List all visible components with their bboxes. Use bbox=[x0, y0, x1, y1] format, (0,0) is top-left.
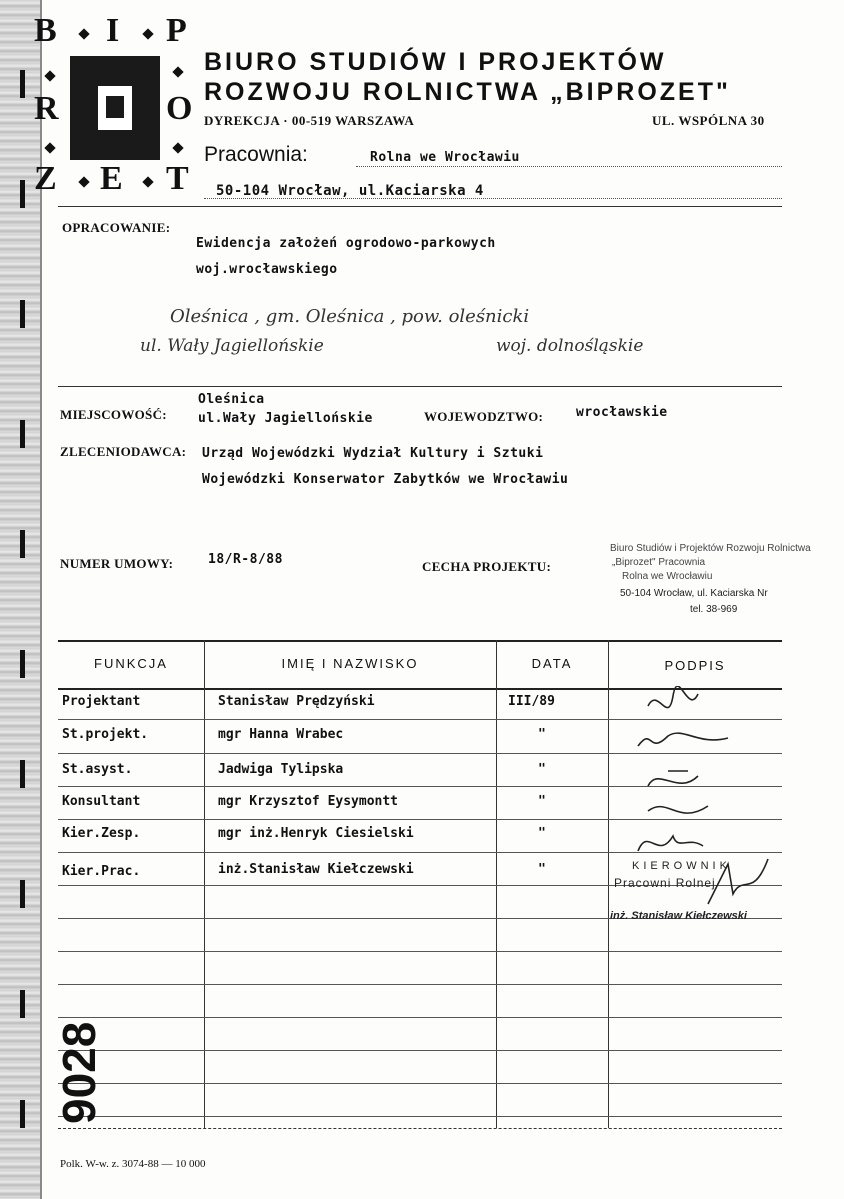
binding-hole bbox=[20, 990, 25, 1018]
cell-funkcja: Konsultant bbox=[62, 794, 141, 809]
logo-diamond bbox=[44, 70, 55, 81]
binding-hole bbox=[20, 880, 25, 908]
header-rule bbox=[58, 206, 782, 207]
cecha-projektu-label: CECHA PROJEKTU: bbox=[422, 559, 552, 574]
dotted-line bbox=[356, 166, 782, 167]
header-nazwisko: IMIĘ I NAZWISKO bbox=[281, 656, 419, 671]
row-line bbox=[58, 1050, 782, 1051]
stamp-line: Biuro Studiów i Projektów Rozwoju Rolnictwa bbox=[610, 543, 811, 554]
zleceniodawca-line2: Wojewódzki Konserwator Zabytków we Wrocławiu bbox=[202, 472, 569, 487]
cell-data: III/89 bbox=[508, 694, 555, 709]
binding-hole bbox=[20, 1100, 25, 1128]
miejscowosc-label: MIEJSCOWOŚĆ: bbox=[60, 407, 167, 422]
handwritten-location: Oleśnica , gm. Oleśnica , pow. oleśnicki bbox=[170, 306, 530, 327]
opracowanie-line1: Ewidencja założeń ogrodowo-parkowych bbox=[196, 236, 496, 251]
binding-hole bbox=[20, 70, 25, 98]
logo-diamond bbox=[142, 28, 153, 39]
numer-umowy-label: NUMER UMOWY: bbox=[60, 556, 174, 571]
miejscowosc-line2: ul.Wały Jagiellońskie bbox=[198, 411, 373, 426]
cell-nazwisko: mgr Krzysztof Eysymontt bbox=[218, 794, 399, 809]
handwritten-province: woj. dolnośląskie bbox=[496, 336, 644, 356]
binding-hole bbox=[20, 420, 25, 448]
logo-diamond bbox=[142, 176, 153, 187]
logo-diamond bbox=[172, 66, 183, 77]
cell-funkcja: St.asyst. bbox=[62, 762, 133, 777]
cell-nazwisko: Jadwiga Tylipska bbox=[218, 762, 344, 777]
column-divider bbox=[496, 640, 497, 1128]
stamp-line: 50-104 Wrocław, ul. Kaciarska Nr bbox=[620, 588, 768, 599]
logo-diamond bbox=[78, 176, 89, 187]
wojewodztwo-value: wrocławskie bbox=[576, 405, 668, 420]
cell-data: " bbox=[538, 794, 546, 809]
binding-hole bbox=[20, 650, 25, 678]
column-divider bbox=[608, 640, 609, 1128]
cell-nazwisko: mgr Hanna Wrabec bbox=[218, 727, 344, 742]
binding-hole bbox=[20, 300, 25, 328]
logo-letter-t: T bbox=[166, 160, 189, 197]
logo-letter-z: Z bbox=[34, 160, 57, 197]
cell-data: " bbox=[538, 762, 546, 777]
kierownik-stamp-title: KIEROWNIK bbox=[632, 860, 731, 872]
cell-data: " bbox=[538, 826, 546, 841]
margin-number: 9028 bbox=[53, 1021, 105, 1124]
logo-block bbox=[70, 56, 160, 160]
stamp-line: Rolna we Wrocławiu bbox=[622, 571, 713, 582]
logo-diamond bbox=[78, 28, 89, 39]
cell-nazwisko: Stanisław Prędzyński bbox=[218, 694, 375, 709]
staff-table bbox=[58, 640, 782, 1128]
header-podpis: PODPIS bbox=[664, 658, 726, 673]
row-line bbox=[58, 1017, 782, 1018]
header-street: UL. WSPÓLNA 30 bbox=[652, 113, 765, 128]
header-line1: BIURO STUDIÓW I PROJEKTÓW bbox=[204, 48, 667, 76]
binding-hole bbox=[20, 180, 25, 208]
header-funkcja: FUNKCJA bbox=[94, 656, 168, 671]
zleceniodawca-line1: Urząd Wojewódzki Wydział Kultury i Sztuki bbox=[202, 446, 544, 461]
binding-hole bbox=[20, 760, 25, 788]
handwritten-street: ul. Wały Jagiellońskie bbox=[140, 336, 324, 356]
opracowanie-label: OPRACOWANIE: bbox=[62, 220, 171, 235]
stamp-line: „Biprozet" Pracownia bbox=[612, 557, 706, 568]
cell-data: " bbox=[538, 727, 546, 742]
logo-letter-r: R bbox=[34, 90, 59, 127]
numer-umowy-value: 18/R-8/88 bbox=[208, 552, 283, 567]
logo-letter-p: P bbox=[166, 12, 187, 49]
kierownik-signature bbox=[698, 854, 778, 914]
row-line bbox=[58, 1116, 782, 1117]
logo-diamond bbox=[172, 142, 183, 153]
stamp-line: tel. 38-969 bbox=[690, 604, 738, 615]
zleceniodawca-label: ZLECENIODAWCA: bbox=[60, 444, 187, 459]
workshop-name: Rolna we Wrocławiu bbox=[370, 150, 520, 165]
logo-letter-b: B bbox=[34, 12, 57, 49]
row-line bbox=[58, 984, 782, 985]
logo-diamond bbox=[44, 142, 55, 153]
header-direction: DYREKCJA · 00-519 WARSZAWA bbox=[204, 113, 415, 128]
column-divider bbox=[204, 640, 205, 1128]
workshop-address: 50-104 Wrocław, ul.Kaciarska 4 bbox=[216, 183, 484, 199]
cell-funkcja: Kier.Zesp. bbox=[62, 826, 141, 841]
binding-hole bbox=[20, 530, 25, 558]
table-header bbox=[58, 640, 782, 690]
kierownik-stamp-sub: Pracowni Rolnej bbox=[614, 876, 716, 890]
bottom-rule bbox=[58, 1128, 782, 1129]
wojewodztwo-label: WOJEWODZTWO: bbox=[424, 409, 544, 424]
logo-letter-o: O bbox=[166, 90, 193, 127]
logo-letter-e: E bbox=[100, 160, 123, 197]
section-rule bbox=[58, 386, 782, 387]
cell-funkcja: Projektant bbox=[62, 694, 141, 709]
row-line bbox=[58, 951, 782, 952]
header-line2: ROZWOJU ROLNICTWA „BIPROZET" bbox=[204, 78, 731, 106]
cell-funkcja: Kier.Prac. bbox=[62, 864, 141, 879]
cell-data: " bbox=[538, 862, 546, 877]
row-line bbox=[58, 1083, 782, 1084]
kierownik-stamp-name: inż. Stanisław Kiełczewski bbox=[610, 910, 747, 922]
print-footer: Polk. W-w. z. 3074-88 — 10 000 bbox=[60, 1158, 206, 1170]
dotted-line bbox=[204, 198, 782, 199]
cell-nazwisko: mgr inż.Henryk Ciesielski bbox=[218, 826, 414, 841]
miejscowosc-line1: Oleśnica bbox=[198, 392, 265, 407]
cell-nazwisko: inż.Stanisław Kiełczewski bbox=[218, 862, 414, 877]
opracowanie-line2: woj.wrocławskiego bbox=[196, 262, 338, 277]
header-data: DATA bbox=[531, 656, 573, 671]
workshop-label: Pracownia: bbox=[204, 143, 308, 166]
cell-funkcja: St.projekt. bbox=[62, 727, 149, 742]
logo-letter-i: I bbox=[106, 12, 120, 49]
